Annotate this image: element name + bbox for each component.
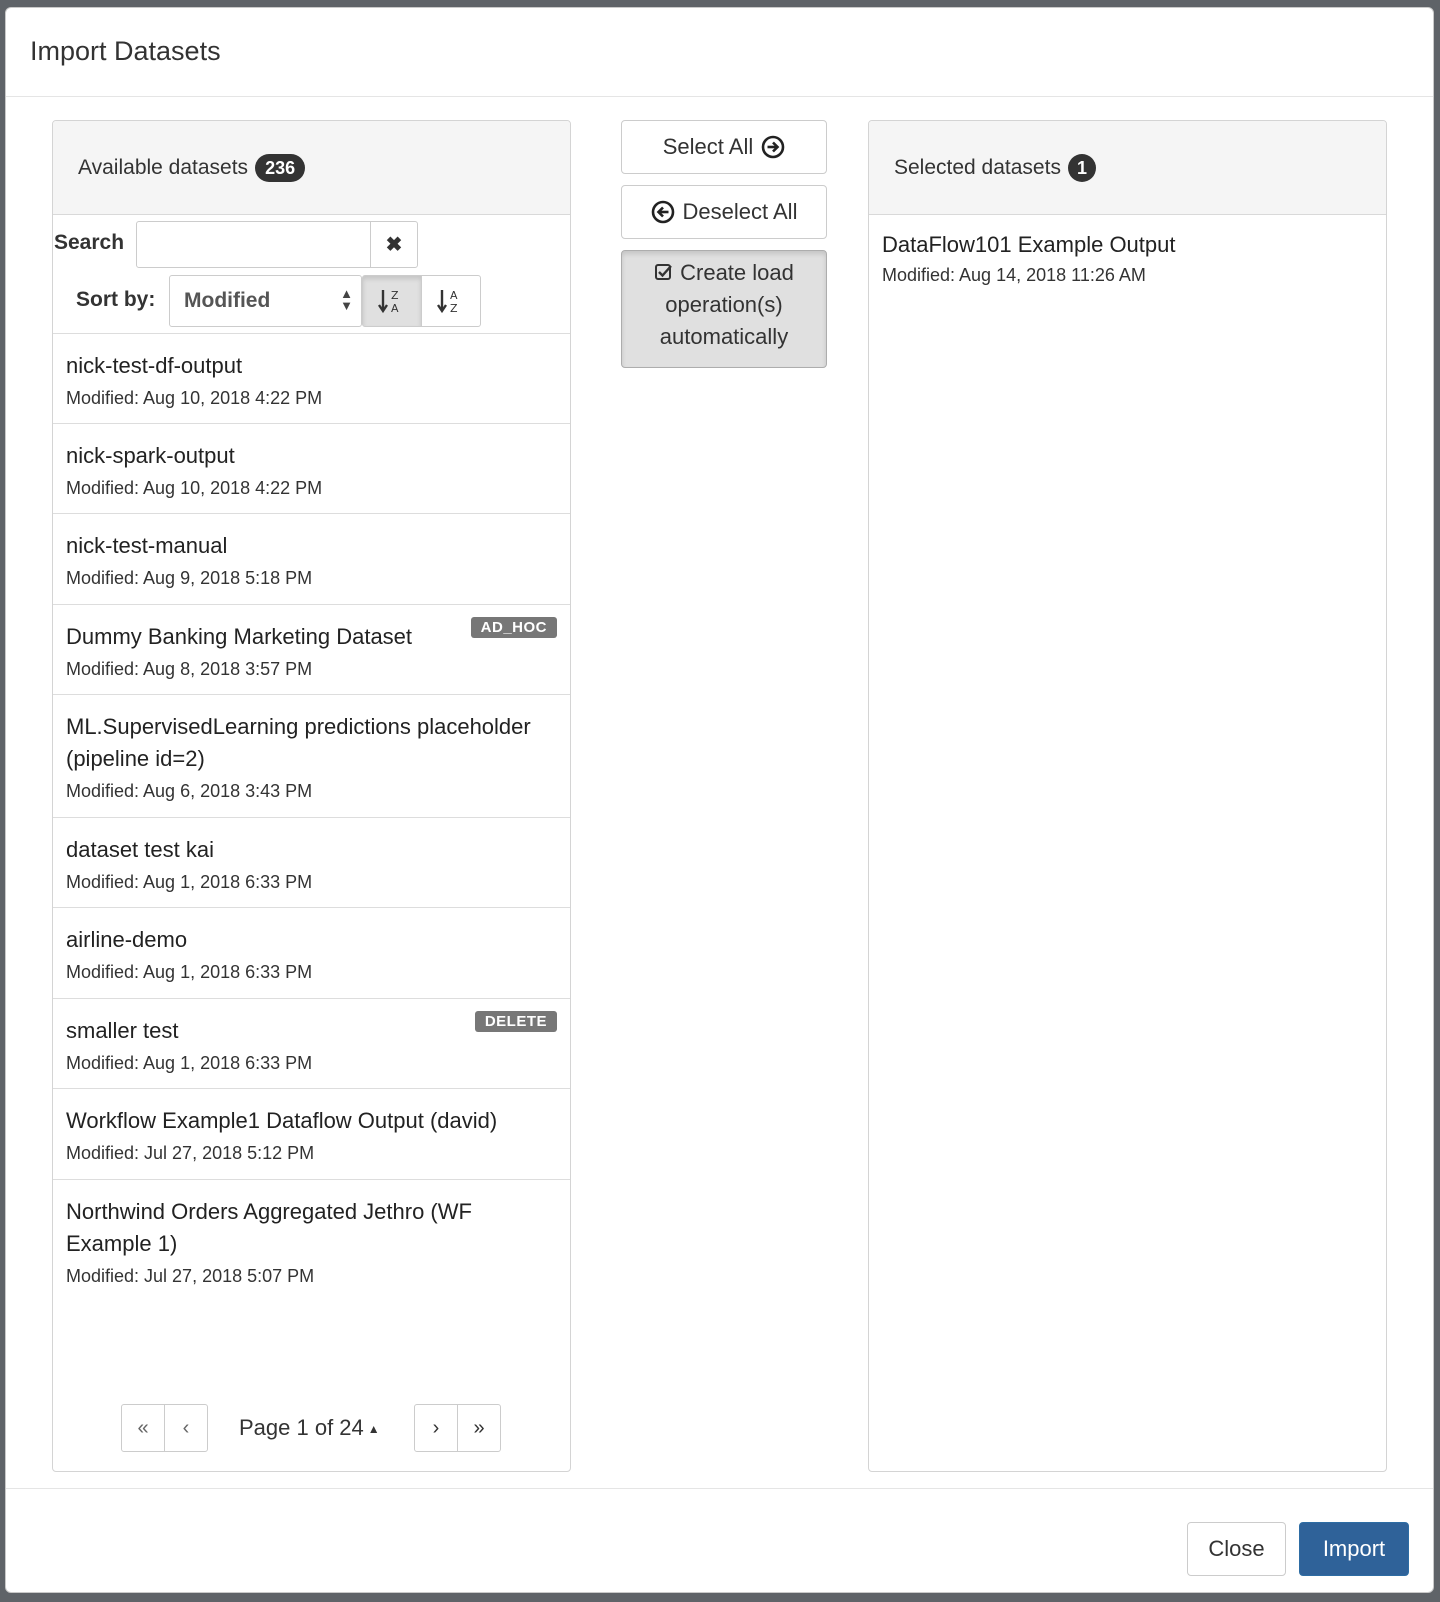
import-button[interactable]: Import <box>1299 1522 1409 1576</box>
available-datasets-panel <box>52 120 571 1472</box>
dataset-name: ML.SupervisedLearning predictions placeholder (pipeline id=2) <box>66 714 531 771</box>
dataset-name: dataset test kai <box>66 837 214 862</box>
list-item[interactable] <box>53 514 570 605</box>
search-row <box>53 217 570 269</box>
close-button[interactable]: Close <box>1187 1522 1286 1576</box>
dataset-modified: Modified: Jul 27, 2018 5:12 PM <box>66 1143 315 1163</box>
sort-descending-button[interactable] <box>362 275 422 327</box>
last-page-button[interactable]: » <box>457 1404 501 1452</box>
dataset-modified: Modified: Jul 27, 2018 5:07 PM <box>66 1266 315 1286</box>
selected-dataset-name: DataFlow101 Example Output <box>882 232 1176 257</box>
list-item[interactable] <box>53 424 570 514</box>
dataset-name: nick-test-manual <box>66 533 228 558</box>
dataset-name: Dummy Banking Marketing Dataset <box>66 624 413 649</box>
list-item[interactable] <box>53 1089 570 1180</box>
sort-row <box>53 273 570 329</box>
sort-alpha-asc-icon <box>436 286 466 316</box>
dataset-modified: Modified: Aug 1, 2018 6:33 PM <box>66 872 313 892</box>
previous-page-button[interactable]: ‹ <box>164 1404 208 1452</box>
sort-alpha-desc-icon <box>377 286 407 316</box>
times-icon: ✖ <box>385 234 403 256</box>
svg-text:Z: Z <box>391 289 399 302</box>
select-all-label: Select All <box>662 134 754 159</box>
list-item[interactable] <box>53 334 570 424</box>
delete-label: DELETE <box>475 1011 557 1032</box>
available-datasets-title: Available datasets <box>78 155 249 179</box>
page-indicator[interactable] <box>239 1415 380 1441</box>
sort-selected-value: Modified <box>184 289 271 312</box>
dataset-modified: Modified: Aug 10, 2018 4:22 PM <box>66 478 323 498</box>
search-input[interactable] <box>136 221 371 268</box>
dataset-modified: Modified: Aug 1, 2018 6:33 PM <box>66 1053 313 1073</box>
deselect-all-label: Deselect All <box>682 199 798 224</box>
svg-text:Z: Z <box>450 302 458 315</box>
available-datasets-list <box>53 333 570 1302</box>
dataset-name: smaller test <box>66 1018 179 1043</box>
page-label: Page 1 of 24 <box>239 1415 364 1440</box>
dataset-modified: Modified: Aug 6, 2018 3:43 PM <box>66 781 313 801</box>
list-item[interactable] <box>53 908 570 999</box>
create-load-operations-toggle[interactable] <box>621 250 827 368</box>
modal-header <box>6 8 1433 97</box>
dataset-modified: Modified: Aug 10, 2018 4:22 PM <box>66 388 323 408</box>
available-count-badge: 236 <box>255 154 305 182</box>
modal-title: Import Datasets <box>30 36 221 66</box>
first-page-button[interactable]: « <box>121 1404 165 1452</box>
available-datasets-header <box>53 121 570 215</box>
import-datasets-modal <box>5 7 1434 1593</box>
list-item[interactable] <box>53 605 570 695</box>
list-item[interactable] <box>53 999 570 1089</box>
circle-arrow-left-icon <box>651 200 675 224</box>
ad-hoc-label: AD_HOC <box>471 617 557 638</box>
dataset-name: Northwind Orders Aggregated Jethro (WF Example 1) <box>66 1199 472 1256</box>
dataset-modified: Modified: Aug 8, 2018 3:57 PM <box>66 659 313 679</box>
selected-list-item[interactable] <box>882 229 1176 286</box>
dataset-name: nick-test-df-output <box>66 353 243 378</box>
create-load-line2: operation(s) <box>665 292 783 317</box>
dataset-modified: Modified: Aug 9, 2018 5:18 PM <box>66 568 313 588</box>
selected-count-badge: 1 <box>1068 154 1096 182</box>
create-load-line3: automatically <box>659 324 789 349</box>
list-item[interactable] <box>53 695 570 818</box>
caret-up-icon: ▲ <box>367 1422 380 1437</box>
dataset-name: Workflow Example1 Dataflow Output (david) <box>66 1108 498 1133</box>
modal-footer <box>6 1488 1433 1594</box>
selected-datasets-title: Selected datasets <box>894 155 1061 179</box>
sort-ascending-button[interactable] <box>421 275 481 327</box>
select-all-button[interactable] <box>621 120 827 174</box>
circle-arrow-right-icon <box>761 135 785 159</box>
clear-search-button[interactable] <box>370 221 418 268</box>
sort-select[interactable] <box>169 275 362 327</box>
check-square-icon <box>654 262 674 282</box>
dataset-name: airline-demo <box>66 927 188 952</box>
pagination <box>53 1404 570 1452</box>
search-label: Search <box>54 231 125 254</box>
select-arrows-icon: ▲ ▼ <box>340 286 353 313</box>
list-item[interactable] <box>53 1180 570 1302</box>
svg-text:A: A <box>391 302 399 315</box>
selected-datasets-header <box>869 121 1386 215</box>
selected-datasets-panel <box>868 120 1387 1472</box>
selected-dataset-modified: Modified: Aug 14, 2018 11:26 AM <box>882 265 1146 285</box>
deselect-all-button[interactable] <box>621 185 827 239</box>
create-load-line1: Create load <box>680 260 794 285</box>
sort-label: Sort by: <box>76 288 156 311</box>
dataset-name: nick-spark-output <box>66 443 235 468</box>
dataset-modified: Modified: Aug 1, 2018 6:33 PM <box>66 962 313 982</box>
next-page-button[interactable]: › <box>414 1404 458 1452</box>
svg-text:A: A <box>450 289 458 302</box>
list-item[interactable] <box>53 818 570 908</box>
